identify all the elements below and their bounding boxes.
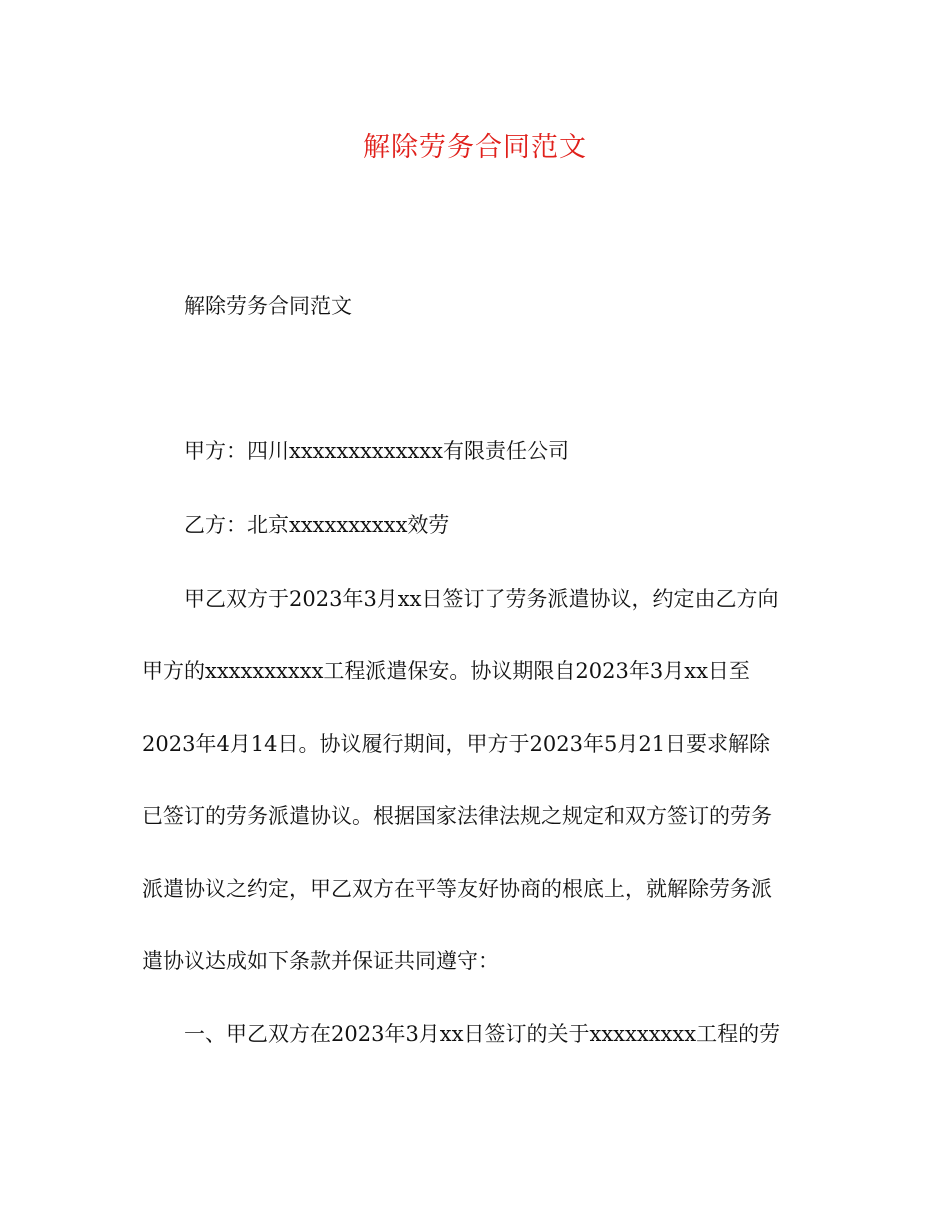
paragraph-line: 遣协议达成如下条款并保证共同遵守： xyxy=(142,949,499,973)
paragraph-line: 2023年4月14日。协议履行期间，甲方于2023年5月21日要求解除 xyxy=(142,732,771,756)
document-subtitle: 解除劳务合同范文 xyxy=(184,294,352,318)
page-title: 解除劳务合同范文 xyxy=(363,132,587,163)
paragraph-line: 甲方的xxxxxxxxxx工程派遣保安。协议期限自2023年3月xx日至 xyxy=(142,659,750,683)
clause-1-line: 一、甲乙双方在2023年3月xx日签订的关于xxxxxxxxx工程的劳 xyxy=(184,1022,781,1046)
party-a-line: 甲方：四川xxxxxxxxxxxxx有限责任公司 xyxy=(184,439,569,463)
paragraph-line: 甲乙双方于2023年3月xx日签订了劳务派遣协议，约定由乙方向 xyxy=(184,587,779,611)
party-b-line: 乙方：北京xxxxxxxxxx效劳 xyxy=(184,513,450,537)
paragraph-line: 已签订的劳务派遣协议。根据国家法律法规之规定和双方签订的劳务 xyxy=(142,804,772,828)
paragraph-line: 派遣协议之约定，甲乙双方在平等友好协商的根底上，就解除劳务派 xyxy=(142,877,772,901)
